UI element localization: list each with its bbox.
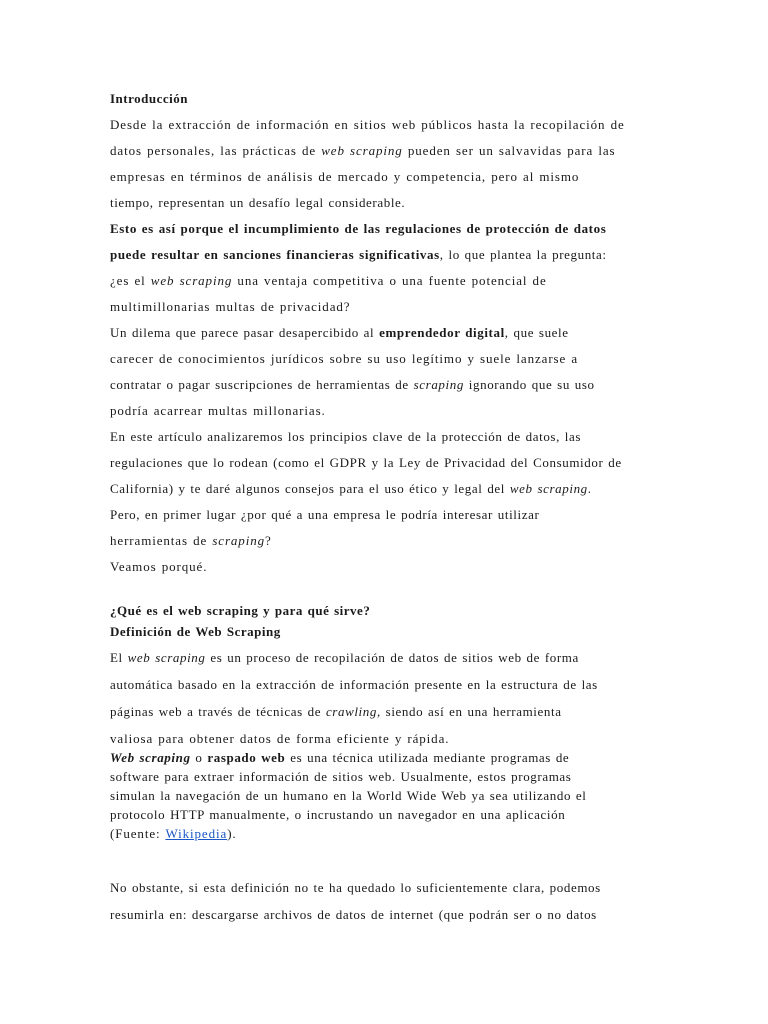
section-p1-line4: valiosa para obtener datos de forma eficiente y rápida.	[110, 731, 450, 746]
intro-p1-line1: Desde la extracción de información en sitios web públicos hasta la recopilación de	[110, 117, 625, 132]
quote-line2: software para extraer información de sitios web. Usualmente, estos programas	[110, 769, 572, 784]
section-p1-line1: El web scraping es un proceso de recopilación de datos de sitios web de forma	[110, 650, 579, 665]
intro-p4-line4: Pero, en primer lugar ¿por qué a una empresa le podría interesar utilizar	[110, 507, 540, 522]
intro-heading: Introducción	[110, 91, 188, 106]
section-p2-line2: resumirla en: descargarse archivos de datos de internet (que podrán ser o no datos	[110, 907, 597, 922]
quote-line3: simulan la navegación de un humano en la World Wide Web ya sea utilizando el	[110, 788, 587, 803]
quote-line5: (Fuente: Wikipedia).	[110, 826, 237, 841]
intro-p4-line3: California) y te daré algunos consejos para el uso ético y legal del web scraping.	[110, 481, 592, 496]
section-p2-line1: No obstante, si esta definición no te ha quedado lo suficientemente clara, podemos	[110, 880, 601, 895]
wikipedia-link[interactable]: Wikipedia	[165, 826, 228, 841]
section-heading: ¿Qué es el web scraping y para qué sirve?	[110, 603, 371, 618]
quote-line4: protocolo HTTP manualmente, o incrustando un navegador en una aplicación	[110, 807, 566, 822]
intro-p4-line6: Veamos porqué.	[110, 559, 208, 574]
intro-p2-line3: ¿es el web scraping una ventaja competitiva o una fuente potencial de	[110, 273, 547, 288]
intro-p2-line2: puede resultar en sanciones financieras significativas, lo que plantea la pregunta:	[110, 247, 607, 262]
intro-p4-line1: En este artículo analizaremos los principios clave de la protección de datos, las	[110, 429, 582, 444]
intro-p3-line4: podría acarrear multas millonarias.	[110, 403, 326, 418]
intro-p1-line3: empresas en términos de análisis de mercado y competencia, pero al mismo	[110, 169, 580, 184]
intro-p3-line2: carecer de conocimientos jurídicos sobre su uso legítimo y suele lanzarse a	[110, 351, 579, 366]
intro-p4-line2: regulaciones que lo rodean (como el GDPR y la Ley de Privacidad del Consumidor de	[110, 455, 622, 470]
intro-p3-line3: contratar o pagar suscripciones de herramientas de scraping ignorando que su uso	[110, 377, 595, 392]
intro-p1-line2: datos personales, las prácticas de web scraping pueden ser un salvavidas para las	[110, 143, 616, 158]
section-p1-line2: automática basado en la extracción de información presente en la estructura de las	[110, 677, 598, 692]
section-subheading: Definición de Web Scraping	[110, 624, 281, 639]
section-p1-line3: páginas web a través de técnicas de crawling, siendo así en una herramienta	[110, 704, 562, 719]
intro-p4-line5: herramientas de scraping?	[110, 533, 272, 548]
intro-p1-line4: tiempo, representan un desafío legal considerable.	[110, 195, 406, 210]
intro-p3-line1: Un dilema que parece pasar desapercibido al emprendedor digital, que suele	[110, 325, 569, 340]
quote-line1: Web scraping o raspado web es una técnica utilizada mediante programas de	[110, 750, 570, 765]
intro-p2-line1: Esto es así porque el incumplimiento de las regulaciones de protección de datos	[110, 221, 607, 236]
intro-p2-line4: multimillonarias multas de privacidad?	[110, 299, 351, 314]
